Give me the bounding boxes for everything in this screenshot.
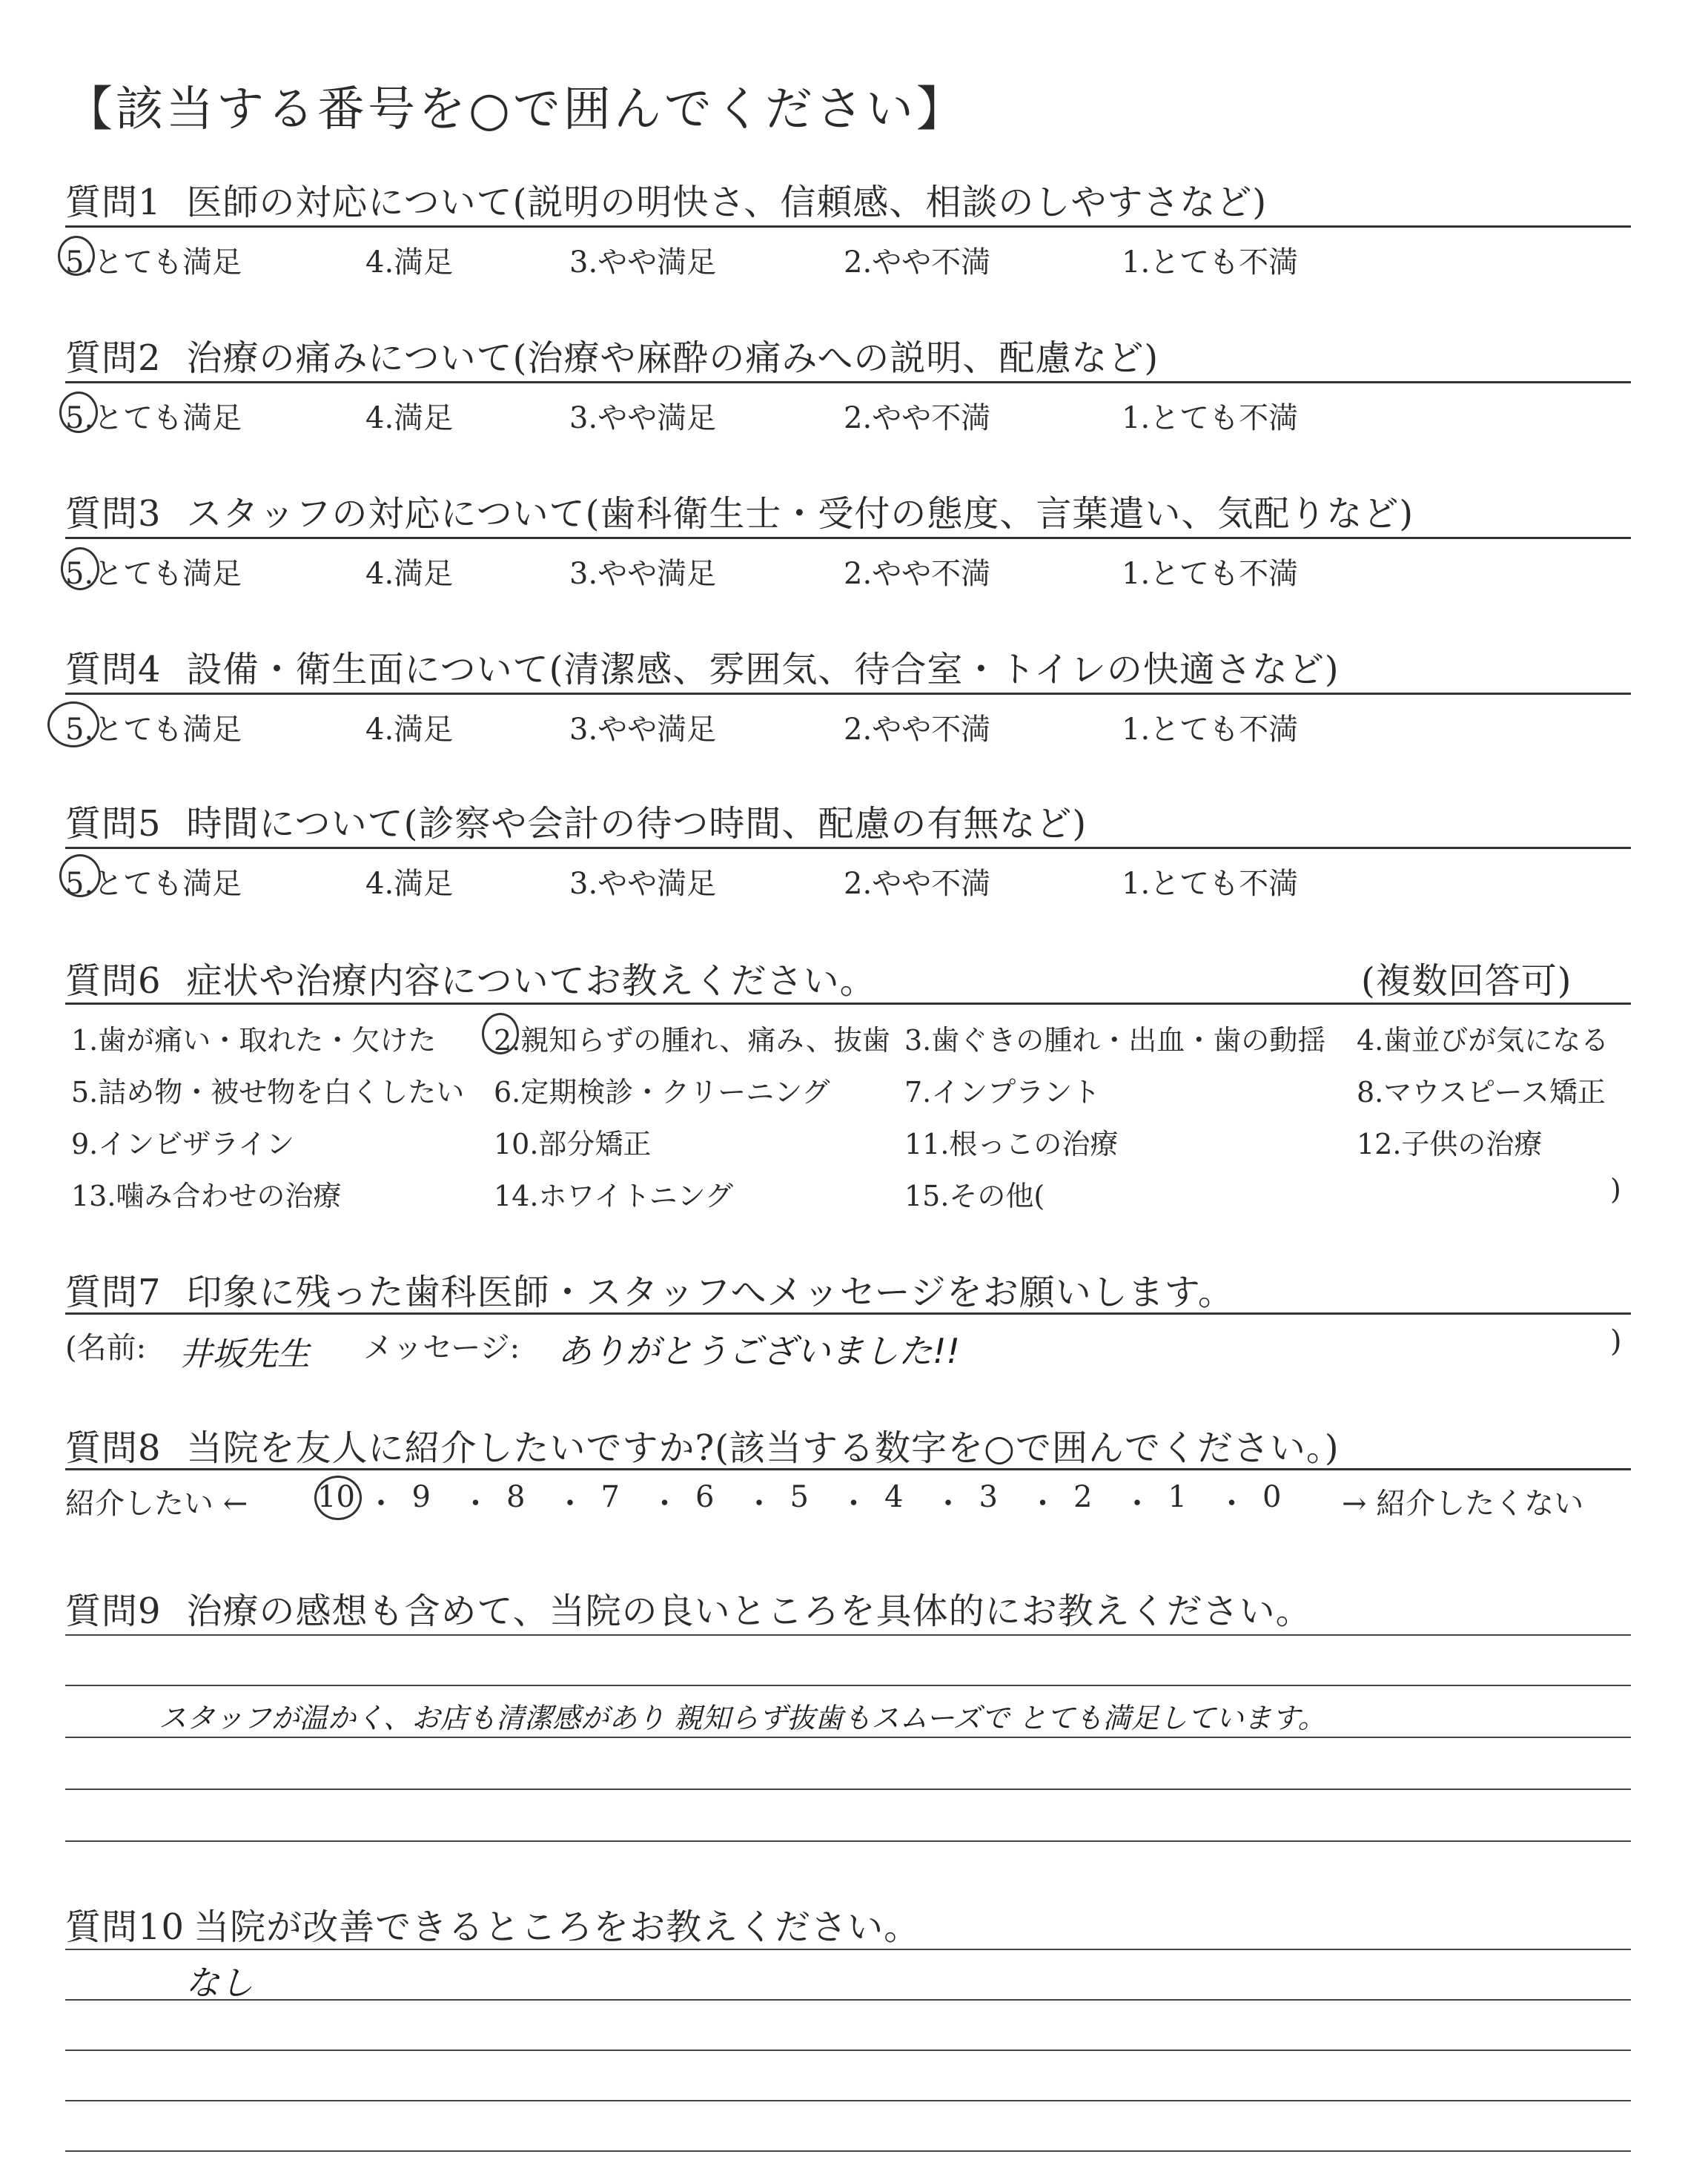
question-1-rule xyxy=(65,225,1631,228)
q6-item-3[interactable]: 3.歯ぐきの腫れ・出血・歯の動揺 xyxy=(904,1024,1326,1057)
question-6-number: 質問6 xyxy=(65,960,162,1002)
question-6-rule xyxy=(65,1003,1631,1005)
question-10-number: 質問10 xyxy=(65,1906,185,1948)
q3-option-5[interactable]: 5.とても満足 xyxy=(65,557,242,591)
q8-scale-value-0[interactable]: 0 xyxy=(1262,1480,1282,1514)
q6-item-8[interactable]: 8.マウスピース矯正 xyxy=(1357,1076,1606,1109)
q6-item-2[interactable]: 2.親知らずの腫れ、痛み、抜歯 xyxy=(494,1024,890,1057)
question-3-number: 質問3 xyxy=(65,493,162,535)
question-1-text: 医師の対応について(説明の明快さ、信頼感、相談のしやすさなど) xyxy=(186,182,1268,223)
q2-option-5[interactable]: 5.とても満足 xyxy=(65,401,242,435)
q8-scale-value-9[interactable]: 9 xyxy=(411,1480,431,1514)
q8-scale-value-5[interactable]: 5 xyxy=(790,1480,809,1514)
q5-option-3[interactable]: 3.やや満足 xyxy=(569,867,717,901)
q7-name-value[interactable]: 井坂先生 xyxy=(179,1335,310,1373)
q8-scale-separator: ・ xyxy=(460,1487,491,1521)
question-6-text: 症状や治療内容についてお教えください。 xyxy=(186,960,876,1002)
question-3-title xyxy=(65,485,1414,536)
q8-scale-value-4[interactable]: 4 xyxy=(884,1480,904,1514)
question-8-title xyxy=(65,1419,1340,1470)
q10-answer[interactable]: なし xyxy=(185,1963,254,2003)
question-3-rule xyxy=(65,537,1631,539)
page-title: 【該当する番号を○で囲んでください】 xyxy=(65,82,967,137)
q1-option-2[interactable]: 2.やや不満 xyxy=(844,245,991,280)
q5-option-5[interactable]: 5.とても満足 xyxy=(65,867,242,901)
q8-scale-value-2[interactable]: 2 xyxy=(1073,1480,1093,1514)
q6-item-4[interactable]: 4.歯並びが気になる xyxy=(1357,1024,1609,1057)
q2-option-3[interactable]: 3.やや満足 xyxy=(569,401,717,435)
q8-scale-separator: ・ xyxy=(649,1487,680,1521)
q9-line-3 xyxy=(65,1737,1631,1738)
q10-line-3 xyxy=(65,2050,1631,2051)
q1-selection-circle xyxy=(58,236,95,276)
q4-selection-circle xyxy=(47,701,99,747)
q4-option-2[interactable]: 2.やや不満 xyxy=(844,713,991,747)
q6-selection-circle xyxy=(482,1013,519,1054)
question-5-rule xyxy=(65,847,1631,849)
q10-line-5 xyxy=(65,2150,1631,2152)
q8-scale-separator: ・ xyxy=(555,1487,585,1521)
q8-scale-separator: ・ xyxy=(366,1487,396,1521)
question-5-number: 質問5 xyxy=(65,803,162,845)
question-8-text: 当院を友人に紹介したいですか?(該当する数字を○で囲んでください。) xyxy=(186,1427,1340,1469)
q3-option-4[interactable]: 4.満足 xyxy=(365,557,454,591)
q10-line-1 xyxy=(65,1949,1631,1950)
q7-close-paren: ) xyxy=(1610,1324,1622,1358)
q6-item-9[interactable]: 9.インビザライン xyxy=(71,1128,295,1160)
q6-item-12[interactable]: 12.子供の治療 xyxy=(1357,1128,1543,1160)
question-4-text: 設備・衛生面について(清潔感、雰囲気、待合室・トイレの快適さなど) xyxy=(186,649,1340,690)
q1-option-5[interactable]: 5.とても満足 xyxy=(65,245,242,280)
question-9-number: 質問9 xyxy=(65,1591,162,1632)
q6-item-15[interactable]: 15.その他( xyxy=(904,1180,1045,1212)
q9-answer[interactable]: スタッフが温かく、お店も清潔感があり 親知らず抜歯もスムーズで とても満足しています。 xyxy=(159,1702,1326,1734)
q8-scale-separator: ・ xyxy=(838,1487,869,1521)
q5-selection-circle xyxy=(59,854,101,897)
question-8-rule xyxy=(65,1468,1631,1470)
q10-line-2 xyxy=(65,1999,1631,2001)
q5-option-4[interactable]: 4.満足 xyxy=(365,867,454,901)
q8-scale-separator: ・ xyxy=(744,1487,774,1521)
q8-scale xyxy=(0,1480,1708,1525)
q8-scale-value-3[interactable]: 3 xyxy=(979,1480,998,1514)
q8-scale-value-1[interactable]: 1 xyxy=(1168,1480,1187,1514)
question-8-number: 質問8 xyxy=(65,1427,162,1469)
q6-item-10[interactable]: 10.部分矯正 xyxy=(494,1128,652,1160)
q2-selection-circle xyxy=(59,392,98,433)
q6-item-5[interactable]: 5.詰め物・被せ物を白くしたい xyxy=(71,1076,465,1109)
q2-option-2[interactable]: 2.やや不満 xyxy=(844,401,991,435)
question-2-text: 治療の痛みについて(治療や麻酔の痛みへの説明、配慮など) xyxy=(186,337,1159,379)
q7-message-value[interactable]: ありがとうございました!! xyxy=(557,1331,960,1371)
q8-scale-separator: ・ xyxy=(1217,1487,1247,1521)
q3-selection-circle xyxy=(61,547,99,590)
question-7-text: 印象に残った歯科医師・スタッフへメッセージをお願いします。 xyxy=(186,1272,1234,1313)
question-3-text: スタッフの対応について(歯科衛生士・受付の態度、言葉遣い、気配りなど) xyxy=(186,493,1414,535)
q9-line-5 xyxy=(65,1840,1631,1842)
q6-item-11[interactable]: 11.根っこの治療 xyxy=(904,1128,1119,1160)
question-5-text: 時間について(診察や会計の待つ時間、配慮の有無など) xyxy=(186,803,1088,845)
question-9-text: 治療の感想も含めて、当院の良いところを具体的にお教えください。 xyxy=(186,1591,1312,1632)
q8-left-label: 紹介したい ← xyxy=(65,1487,248,1521)
q4-option-1[interactable]: 1.とても不満 xyxy=(1122,713,1299,747)
q6-item-14[interactable]: 14.ホワイトニング xyxy=(494,1180,734,1212)
q7-name-label: (名前: xyxy=(65,1331,147,1365)
q8-scale-separator: ・ xyxy=(933,1487,963,1521)
q2-option-4[interactable]: 4.満足 xyxy=(365,401,454,435)
question-10-text: 当院が改善できるところをお教えください。 xyxy=(193,1906,921,1948)
question-4-number: 質問4 xyxy=(65,649,162,690)
question-4-rule xyxy=(65,693,1631,695)
question-9-title xyxy=(65,1582,1312,1634)
question-2-rule xyxy=(65,381,1631,383)
q3-option-3[interactable]: 3.やや満足 xyxy=(569,557,717,591)
q4-option-4[interactable]: 4.満足 xyxy=(365,713,454,747)
question-2-title xyxy=(65,329,1159,380)
q10-line-4 xyxy=(65,2100,1631,2101)
q8-scale-separator: ・ xyxy=(1027,1487,1058,1521)
question-10-title xyxy=(65,1898,920,1949)
question-2-number: 質問2 xyxy=(65,337,162,379)
q8-scale-value-8[interactable]: 8 xyxy=(506,1480,526,1514)
q8-scale-value-6[interactable]: 6 xyxy=(695,1480,715,1514)
q5-option-2[interactable]: 2.やや不満 xyxy=(844,867,991,901)
q8-scale-value-7[interactable]: 7 xyxy=(600,1480,620,1514)
q7-message-label: メッセージ: xyxy=(363,1331,520,1365)
q9-line-4 xyxy=(65,1789,1631,1790)
question-1-title xyxy=(65,174,1267,225)
q9-line-1 xyxy=(65,1634,1631,1636)
q6-item-7[interactable]: 7.インプラント xyxy=(904,1076,1101,1109)
q4-option-3[interactable]: 3.やや満足 xyxy=(569,713,717,747)
q1-option-4[interactable]: 4.満足 xyxy=(365,245,454,280)
question-6-title xyxy=(65,952,876,1003)
q3-option-2[interactable]: 2.やや不満 xyxy=(844,557,991,591)
question-1-number: 質問1 xyxy=(65,182,162,223)
question-5-title xyxy=(65,795,1087,846)
q4-option-5[interactable]: 5.とても満足 xyxy=(65,713,242,747)
q2-option-1[interactable]: 1.とても不満 xyxy=(1122,401,1299,435)
question-4-title xyxy=(65,641,1340,692)
question-7-title xyxy=(65,1264,1234,1315)
q5-option-1[interactable]: 1.とても不満 xyxy=(1122,867,1299,901)
q8-right-label: → 紹介したくない xyxy=(1342,1487,1584,1521)
q1-option-1[interactable]: 1.とても不満 xyxy=(1122,245,1299,280)
q8-scale-value-10[interactable]: 10 xyxy=(317,1480,355,1514)
question-7-rule xyxy=(65,1312,1631,1315)
q3-option-1[interactable]: 1.とても不満 xyxy=(1122,557,1299,591)
q8-scale-separator: ・ xyxy=(1122,1487,1152,1521)
q6-item-1[interactable]: 1.歯が痛い・取れた・欠けた xyxy=(71,1024,437,1057)
q6-item-15-close: ) xyxy=(1610,1173,1621,1206)
q8-selection-circle xyxy=(314,1476,362,1520)
question-7-number: 質問7 xyxy=(65,1272,162,1313)
q9-line-2 xyxy=(65,1685,1631,1686)
q1-option-3[interactable]: 3.やや満足 xyxy=(569,245,717,280)
q6-item-6[interactable]: 6.定期検診・クリーニング xyxy=(494,1076,830,1109)
q6-item-13[interactable]: 13.噛み合わせの治療 xyxy=(71,1180,342,1212)
question-6-note: (複数回答可) xyxy=(1361,960,1572,1002)
